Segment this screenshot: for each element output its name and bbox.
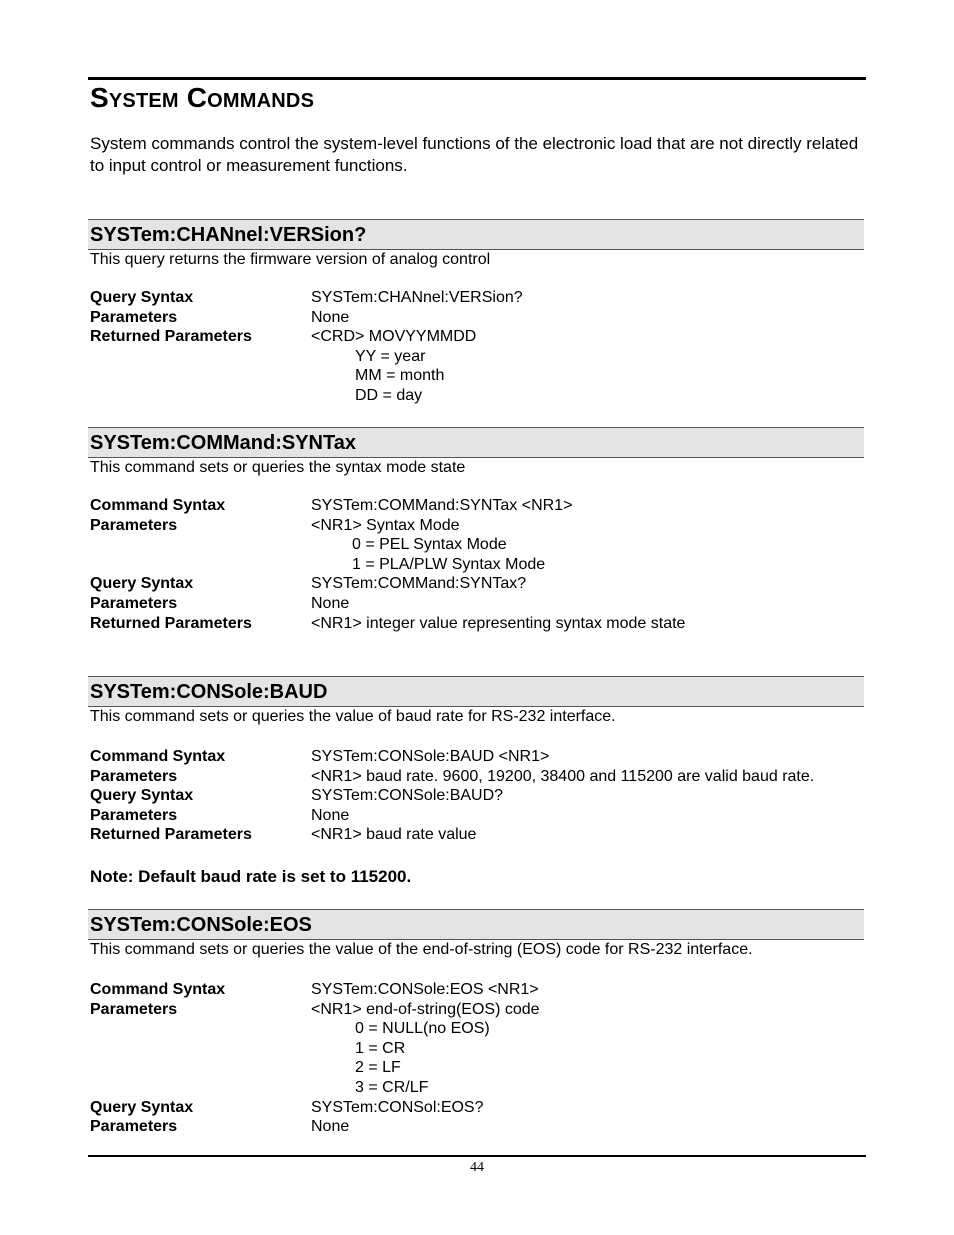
section-heading-bar xyxy=(88,909,864,940)
syntax-row xyxy=(90,574,866,594)
row-label: Query Syntax xyxy=(90,289,194,306)
section-description: This command sets or queries the value of the end-of-string (EOS) code for RS-232 interface. xyxy=(90,941,753,958)
syntax-row xyxy=(90,1019,866,1039)
syntax-row xyxy=(90,806,866,826)
row-label: Command Syntax xyxy=(90,497,226,514)
row-value: SYSTem:COMMand:SYNTax <NR1> xyxy=(311,497,573,514)
syntax-row xyxy=(90,496,866,516)
row-label: Parameters xyxy=(90,1118,178,1136)
note-text: Note: Default baud rate is set to 115200. xyxy=(90,867,412,886)
syntax-row xyxy=(90,980,866,1000)
row-value: <CRD> MOVYYMMDD xyxy=(311,328,477,346)
row-value: DD = day xyxy=(355,386,423,404)
syntax-row xyxy=(90,614,866,634)
row-value: None xyxy=(311,308,350,326)
row-value: None xyxy=(311,594,350,612)
row-value: <NR1> baud rate value xyxy=(311,826,477,844)
syntax-row xyxy=(90,308,866,328)
syntax-row xyxy=(90,1078,866,1098)
row-value: SYSTem:CONSole:BAUD? xyxy=(311,787,504,805)
row-value: 0 = PEL Syntax Mode xyxy=(352,536,507,554)
syntax-row xyxy=(90,535,866,555)
row-label: Returned Parameters xyxy=(90,826,252,844)
row-value: 3 = CR/LF xyxy=(355,1078,429,1096)
bottom-rule xyxy=(88,1155,866,1157)
row-value: SYSTem:CHANnel:VERSion? xyxy=(311,289,523,306)
syntax-row xyxy=(90,288,866,308)
row-label: Parameters xyxy=(90,594,178,612)
syntax-row xyxy=(90,366,866,386)
section-heading: SYSTem:CONSole:BAUD xyxy=(90,681,328,703)
page-title: System Commands xyxy=(90,82,315,113)
syntax-row xyxy=(90,327,866,347)
row-label: Command Syntax xyxy=(90,748,226,765)
syntax-row xyxy=(90,1000,866,1020)
syntax-row xyxy=(90,347,866,367)
row-label: Parameters xyxy=(90,308,178,326)
row-value: 1 = PLA/PLW Syntax Mode xyxy=(352,555,546,573)
row-label: Command Syntax xyxy=(90,981,226,998)
syntax-row xyxy=(90,1039,866,1059)
top-rule xyxy=(88,77,866,80)
syntax-row xyxy=(90,767,866,787)
row-value: YY = year xyxy=(355,347,426,365)
syntax-row xyxy=(90,516,866,536)
syntax-table xyxy=(90,288,866,406)
row-label: Parameters xyxy=(90,516,178,534)
section-description: This command sets or queries the syntax mode state xyxy=(90,459,466,476)
syntax-table xyxy=(90,747,866,845)
row-label: Parameters xyxy=(90,767,178,785)
row-value: SYSTem:COMMand:SYNTax? xyxy=(311,575,527,593)
row-label: Query Syntax xyxy=(90,575,194,593)
syntax-row xyxy=(90,825,866,845)
syntax-row xyxy=(90,1117,866,1137)
section-heading-bar xyxy=(88,219,864,250)
row-value: <NR1> end-of-string(EOS) code xyxy=(311,1000,540,1018)
syntax-row xyxy=(90,1098,866,1118)
syntax-table xyxy=(90,980,866,1137)
section-description: This command sets or queries the value of baud rate for RS-232 interface. xyxy=(90,708,616,725)
syntax-row xyxy=(90,555,866,575)
row-value: SYSTem:CONSole:EOS <NR1> xyxy=(311,981,539,998)
row-value: None xyxy=(311,1118,350,1136)
syntax-row xyxy=(90,747,866,767)
section-description: This query returns the firmware version of analog control xyxy=(90,251,491,268)
row-label: Parameters xyxy=(90,806,178,824)
row-label: Returned Parameters xyxy=(90,614,252,632)
syntax-row xyxy=(90,786,866,806)
page-number: 44 xyxy=(470,1160,484,1175)
row-value: <NR1> baud rate. 9600, 19200, 38400 and 115200 are valid baud rate. xyxy=(311,767,815,785)
syntax-row xyxy=(90,1058,866,1078)
syntax-row xyxy=(90,386,866,406)
row-value: SYSTem:CONSol:EOS? xyxy=(311,1098,484,1116)
row-value: MM = month xyxy=(355,367,445,385)
section-heading-bar xyxy=(88,427,864,458)
section-heading: SYSTem:CHANnel:VERSion? xyxy=(90,224,367,246)
row-value: None xyxy=(311,806,350,824)
syntax-row xyxy=(90,594,866,614)
row-value: 0 = NULL(no EOS) xyxy=(355,1020,490,1038)
row-value: 1 = CR xyxy=(355,1039,406,1057)
row-label: Returned Parameters xyxy=(90,328,252,346)
intro-paragraph: System commands control the system-level functions of the electronic load that are not directly related to input control or measurement functions. xyxy=(90,134,859,175)
row-value: <NR1> Syntax Mode xyxy=(311,516,460,534)
syntax-table xyxy=(90,496,866,633)
row-value: <NR1> integer value representing syntax mode state xyxy=(311,614,686,632)
row-value: SYSTem:CONSole:BAUD <NR1> xyxy=(311,748,550,765)
row-label: Parameters xyxy=(90,1000,178,1018)
section-heading: SYSTem:CONSole:EOS xyxy=(90,914,312,936)
row-label: Query Syntax xyxy=(90,1098,194,1116)
row-value: 2 = LF xyxy=(355,1059,401,1077)
section-heading: SYSTem:COMMand:SYNTax xyxy=(90,432,356,454)
section-heading-bar xyxy=(88,676,864,707)
row-label: Query Syntax xyxy=(90,787,194,805)
